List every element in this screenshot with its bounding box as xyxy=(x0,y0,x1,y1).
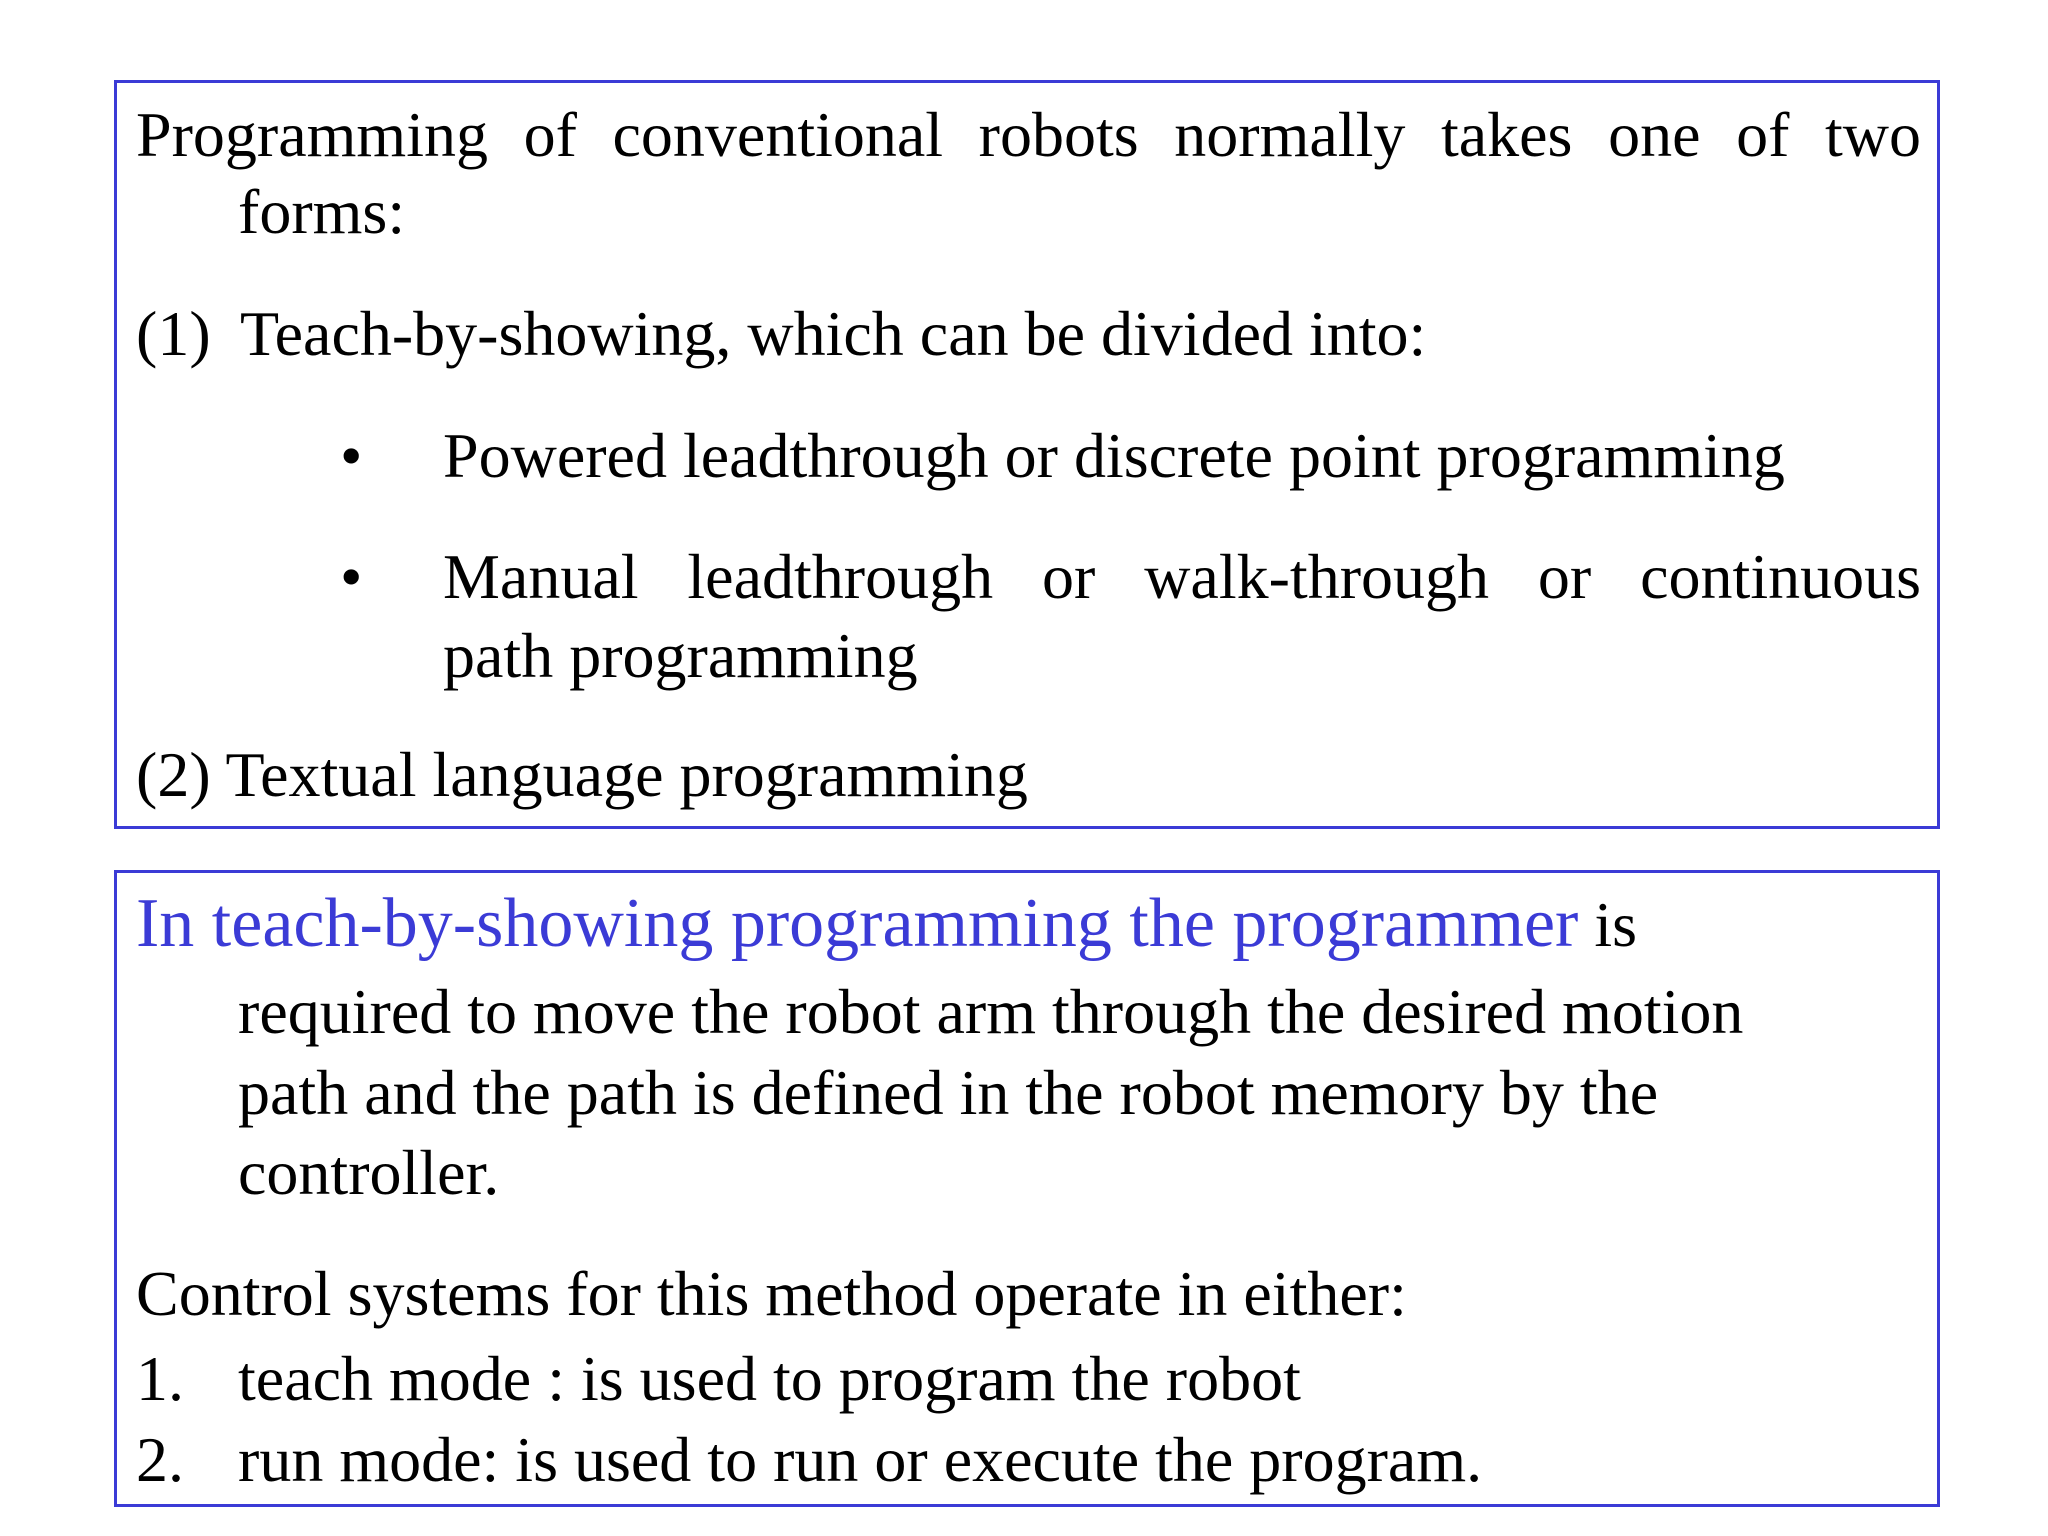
bullet-2-line-2: path programming xyxy=(443,620,918,691)
intro-line-1: Programming of conventional robots normally takes one of two xyxy=(136,99,1921,170)
paragraph-line-2: required to move the robot arm through the desired motion xyxy=(238,976,1744,1047)
paragraph-line-1 xyxy=(136,885,1638,962)
mode-2-text: run mode: is used to run or execute the program. xyxy=(238,1424,1483,1495)
bullet-1-marker: • xyxy=(340,420,363,491)
mode-2-marker: 2. xyxy=(136,1424,184,1495)
bullet-1-text: Powered leadthrough or discrete point programming xyxy=(443,420,1785,491)
paragraph-line-3: path and the path is defined in the robot memory by the xyxy=(238,1057,1659,1128)
control-systems-intro: Control systems for this method operate in either: xyxy=(136,1258,1407,1329)
mode-1-text: teach mode : is used to program the robot xyxy=(238,1343,1301,1414)
mode-1-marker: 1. xyxy=(136,1343,184,1414)
paragraph-line-1-rest: is xyxy=(1578,889,1638,960)
item-1-text: Teach-by-showing, which can be divided into: xyxy=(240,298,1427,369)
item-1-marker: (1) xyxy=(136,298,211,369)
bullet-2-marker: • xyxy=(340,541,363,612)
paragraph-line-4: controller. xyxy=(238,1137,500,1208)
highlight-phrase: In teach-by-showing programming the programmer xyxy=(136,885,1579,962)
bullet-2-line-1: Manual leadthrough or walk-through or continuous xyxy=(443,541,1921,612)
item-2-text: (2) Textual language programming xyxy=(136,739,1028,810)
intro-line-2: forms: xyxy=(238,176,406,247)
